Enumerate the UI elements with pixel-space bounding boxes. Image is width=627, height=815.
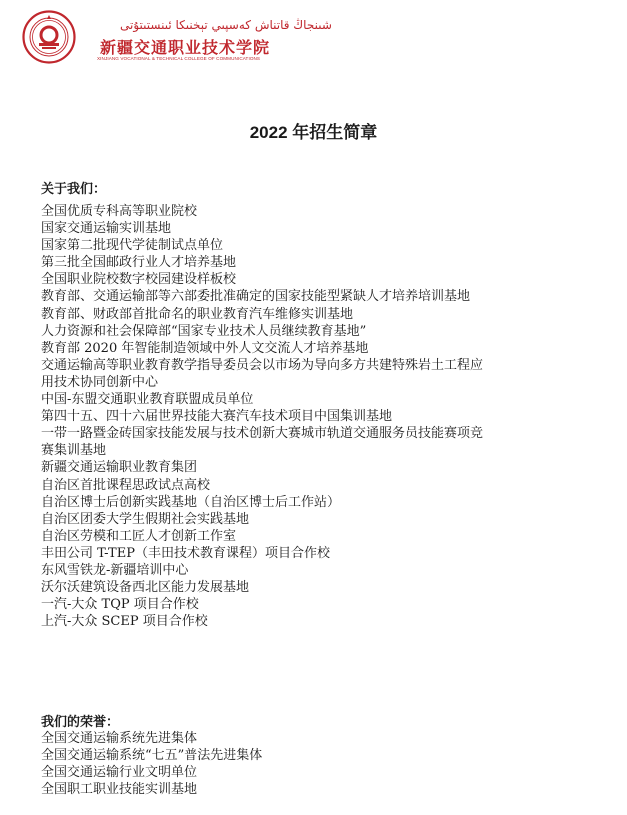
list-item: 东风雪铁龙-新疆培训中心	[41, 562, 189, 578]
list-item: 沃尔沃建筑设备西北区能力发展基地	[41, 580, 250, 596]
list-item: 一带一路暨金砖国家技能发展与技术创新大赛城市轨道交通服务员技能赛项竞	[41, 426, 484, 442]
list-item: 交通运输高等职业教育教学指导委员会以市场为导向多方共建特殊岩土工程应	[41, 357, 484, 373]
list-item: 全国交通运输行业文明单位	[41, 765, 198, 781]
list-item: 全国优质专科高等职业院校	[41, 204, 198, 219]
about-list	[41, 203, 611, 630]
list-item: 上汽-大众 SCEP 项目合作校	[41, 614, 208, 630]
list-item: 教育部、财政部首批命名的职业教育汽车维修实训基地	[41, 306, 354, 322]
list-item: 全国职业院校数字校园建设样板校	[41, 272, 237, 288]
school-name-english: XINJIANG VOCATIONAL & TECHNICAL COLLEGE OF COMMUNICATIONS	[97, 56, 261, 61]
list-item: 中国-东盟交通职业教育联盟成员单位	[41, 392, 254, 408]
honors-list	[41, 730, 611, 798]
honors-heading: 我们的荣誉：	[41, 715, 120, 730]
list-item: 全国交通运输系统“七五”普法先进集体	[41, 748, 263, 764]
list-item: 自治区团委大学生假期社会实践基地	[41, 511, 250, 527]
about-heading: 关于我们：	[41, 182, 107, 197]
list-item: 全国职工职业技能实训基地	[41, 782, 198, 798]
school-name-chinese: 新疆交通职业技术学院	[100, 38, 271, 57]
list-item: 第三批全国邮政行业人才培养基地	[41, 255, 237, 271]
school-name-uyghur: شىنجاڭ قاتناش كەسپىي تېخنىكا ئىنستىتۇتى	[120, 18, 332, 32]
page-header	[22, 10, 422, 68]
list-item: 教育部 2020 年智能制造领域中外人文交流人才培养基地	[41, 340, 369, 356]
list-item: 自治区博士后创新实践基地（自治区博士后工作站）	[41, 494, 341, 510]
list-item: 一汽-大众 TQP 项目合作校	[41, 597, 199, 613]
list-item: 自治区首批课程思政试点高校	[41, 477, 211, 493]
list-item: 自治区劳模和工匠人才创新工作室	[41, 528, 237, 544]
list-item: 新疆交通运输职业教育集团	[41, 460, 198, 476]
list-item: 国家交通运输实训基地	[41, 221, 172, 237]
list-item: 第四十五、四十六届世界技能大赛汽车技术项目中国集训基地	[41, 409, 393, 425]
list-item: 赛集训基地	[41, 443, 107, 459]
list-item: 教育部、交通运输部等六部委批准确定的国家技能型紧缺人才培养培训基地	[41, 289, 471, 305]
page-title: 2022 年招生简章	[249, 123, 378, 142]
list-item: 全国交通运输系统先进集体	[41, 731, 198, 746]
list-item: 丰田公司 T-TEP（丰田技术教育课程）项目合作校	[41, 545, 330, 561]
list-item: 用技术协同创新中心	[41, 374, 159, 390]
college-emblem-icon	[22, 10, 76, 64]
list-item: 国家第二批现代学徒制试点单位	[41, 238, 224, 254]
list-item: 人力资源和社会保障部“国家专业技术人员继续教育基地”	[41, 323, 367, 339]
